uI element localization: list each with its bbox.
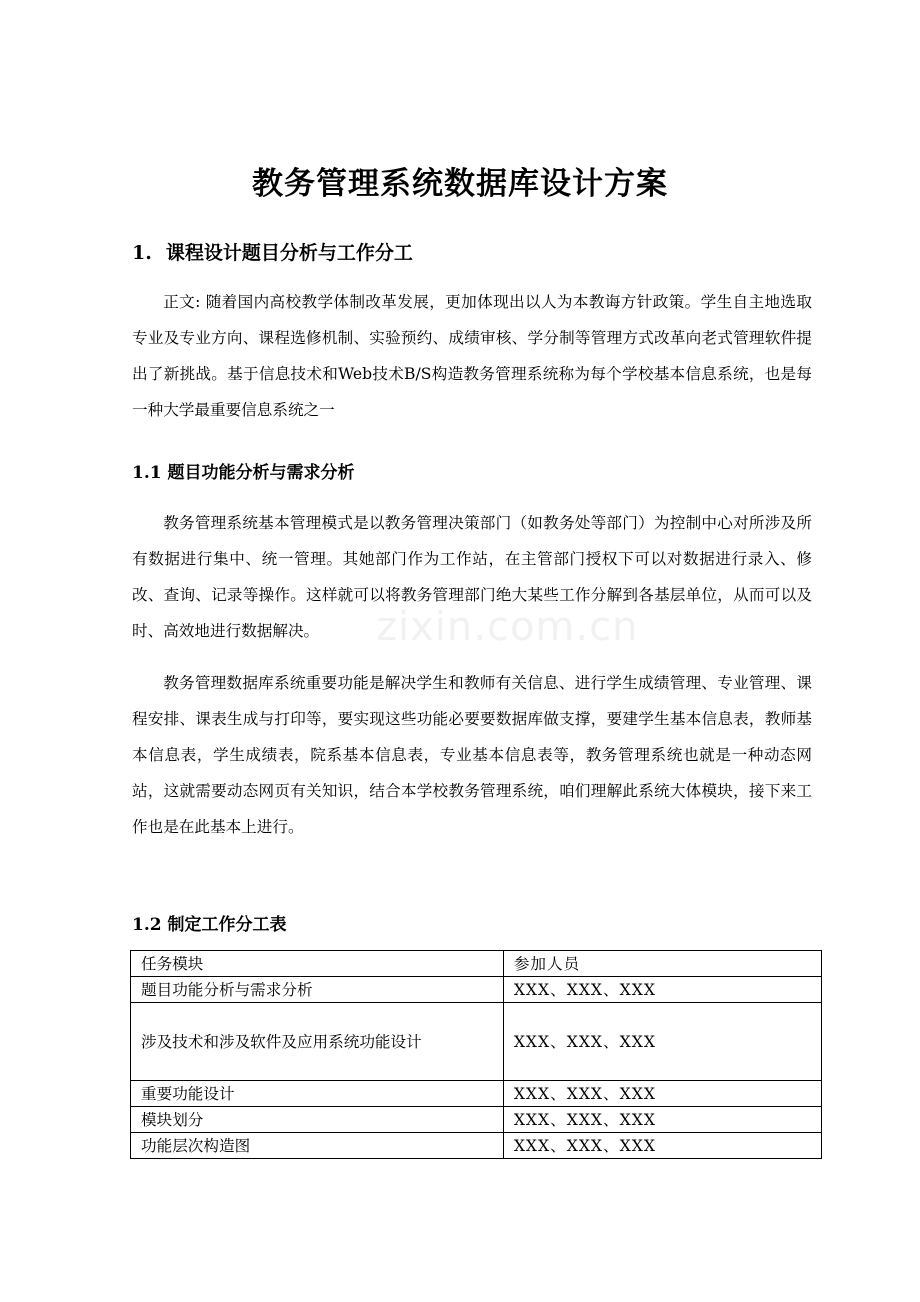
table-header-cell: 参加人员 bbox=[503, 951, 821, 977]
table-cell-members: XXX、XXX、XXX bbox=[503, 977, 821, 1003]
table-cell-task: 模块划分 bbox=[131, 1107, 504, 1133]
table-row bbox=[131, 1081, 822, 1107]
table-row bbox=[131, 977, 822, 1003]
table-cell-members: XXX、XXX、XXX bbox=[503, 1133, 821, 1159]
table-header-row bbox=[131, 951, 822, 977]
table-cell-members: XXX、XXX、XXX bbox=[503, 1003, 821, 1081]
table-cell-task: 重要功能设计 bbox=[131, 1081, 504, 1107]
work-assignment-table bbox=[130, 950, 822, 1159]
section-1-paragraph: 正文: 随着国内高校教学体制改革发展，更加体现出以人为本教诲方针政策。学生自主地选取专业及专业方向、课程选修机制、实验预约、成绩审核、学分制等管理方式改革向老式管理软件提出了新挑战。基于信息技术和Web技术B/S构造教务管理系统称为每个学校基本信息系统，也是每一种大学最重要信息系统之一 bbox=[132, 293, 812, 419]
section-1-number: 1. bbox=[132, 242, 152, 264]
table-cell-task: 题目功能分析与需求分析 bbox=[131, 977, 504, 1003]
document-title: 教务管理系统数据库设计方案 bbox=[252, 166, 668, 202]
section-1-heading bbox=[132, 238, 413, 265]
table-row bbox=[131, 1133, 822, 1159]
section-1-1-paragraph-2: 教务管理数据库系统重要功能是解决学生和教师有关信息、进行学生成绩管理、专业管理、课程安排、课表生成与打印等，要实现这些功能必要要数据库做支撑，要建学生基本信息表，教师基本信息表，学生成绩表，院系基本信息表，专业基本信息表等，教务管理系统也就是一种动态网站，这就需要动态网页有关知识，结合本学校教务管理系统，咱们理解此系统大体模块，接下来工作也是在此基本上进行。 bbox=[132, 674, 812, 836]
table-row bbox=[131, 1107, 822, 1133]
table-cell-task: 涉及技术和涉及软件及应用系统功能设计 bbox=[131, 1003, 504, 1081]
table-header-cell: 任务模块 bbox=[131, 951, 504, 977]
table-cell-members: XXX、XXX、XXX bbox=[503, 1107, 821, 1133]
watermark: zixin.com.cn bbox=[376, 604, 639, 650]
section-1-2-heading: 1.2 制定工作分工表 bbox=[132, 915, 287, 935]
table-cell-members: XXX、XXX、XXX bbox=[503, 1081, 821, 1107]
table-row bbox=[131, 1003, 822, 1081]
section-1-1-heading: 1.1 题目功能分析与需求分析 bbox=[132, 463, 355, 483]
table-cell-task: 功能层次构造图 bbox=[131, 1133, 504, 1159]
section-1-heading-text: 课程设计题目分析与工作分工 bbox=[165, 242, 413, 264]
section-1-1-paragraph-1: 教务管理系统基本管理模式是以教务管理决策部门（如教务处等部门）为控制中心对所涉及所有数据进行集中、统一管理。其她部门作为工作站，在主管部门授权下可以对数据进行录入、修改、查询、记录等操作。这样就可以将教务管理部门绝大某些工作分解到各基层单位，从而可以及时、高效地进行数据解决。 bbox=[132, 514, 812, 640]
